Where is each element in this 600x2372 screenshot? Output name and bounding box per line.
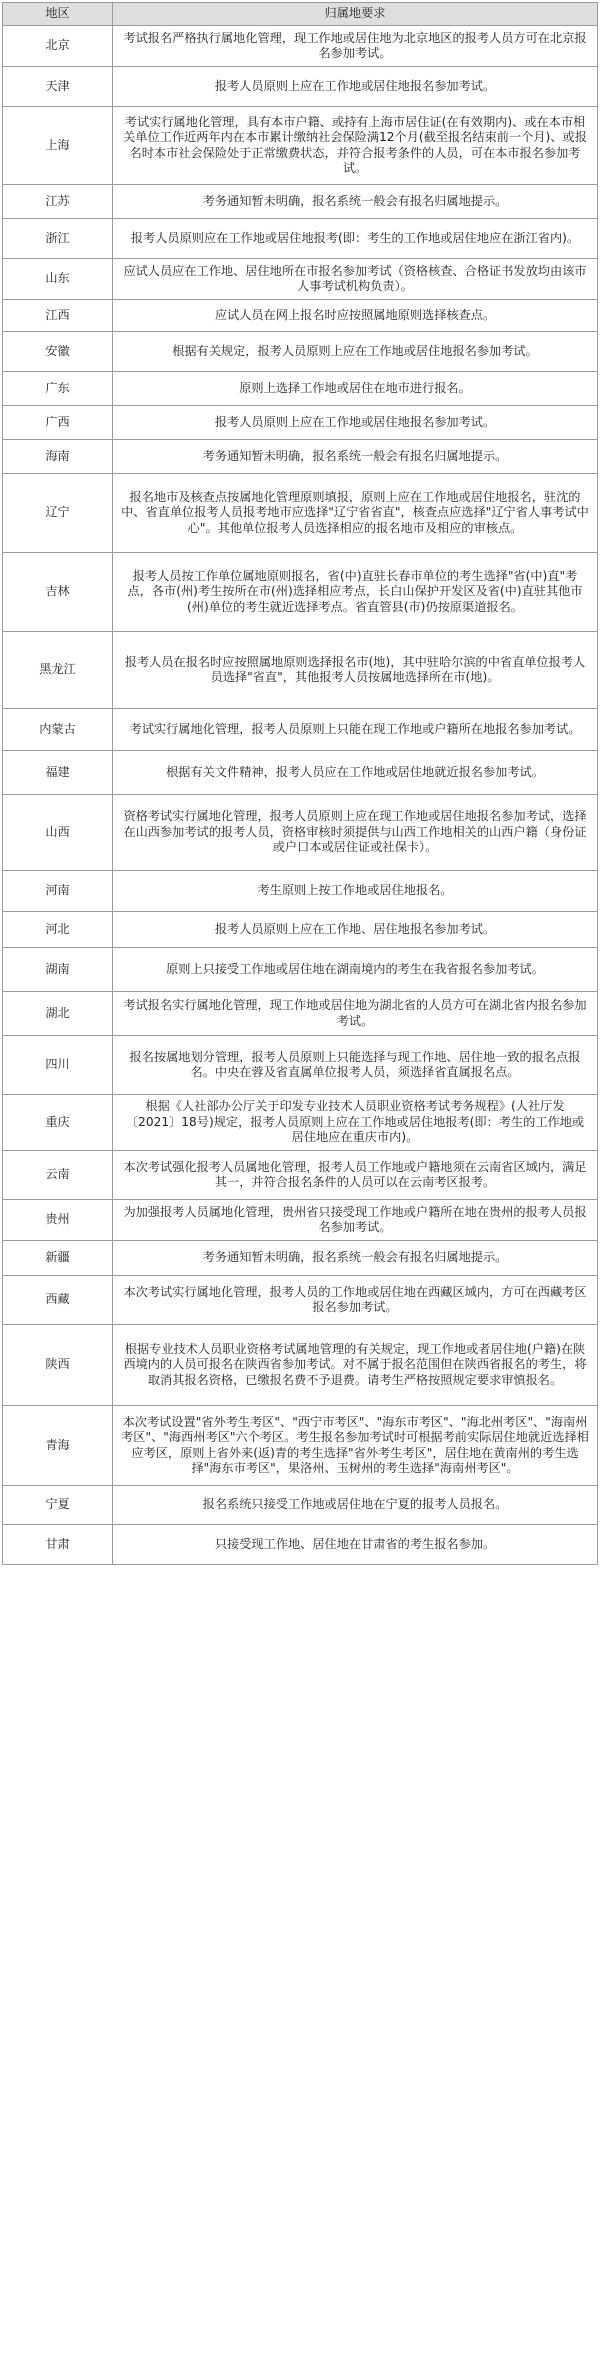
requirement-cell: 本次考试实行属地化管理，报考人员的工作地或居住地在西藏区域内，方可在西藏考区报名参加考试。 <box>113 1276 598 1325</box>
region-cell: 福建 <box>3 751 113 795</box>
region-cell: 海南 <box>3 440 113 474</box>
table-row <box>3 1325 598 1406</box>
requirement-cell: 考试报名严格执行属地化管理，现工作地或居住地为北京地区的报考人员方可在北京报名参加考试。 <box>113 26 598 67</box>
requirement-cell: 本次考试设置"省外考生考区"、"西宁市考区"、"海东市考区"、"海北州考区"、"海南州考区"、"海西州考区"六个考区。考生报名参加考试时可根据考前实际居住地就近选择相应考区，原则上省外来(返)青的考生选择"省外考生考区"，居住地在黄南州的考生选择"海东市考区"，果洛州、玉树州的考生选择"海南州考区"。 <box>113 1406 598 1486</box>
table-row <box>3 871 598 912</box>
table-row <box>3 992 598 1036</box>
region-cell: 天津 <box>3 67 113 107</box>
region-cell: 青海 <box>3 1406 113 1486</box>
table-row <box>3 219 598 259</box>
table-row <box>3 1276 598 1325</box>
requirement-cell: 报考人员在报名时应按照属地原则选择报名市(地)，其中驻哈尔滨的中省直单位报考人员选择"省直"，其他报考人员按属地选择所在市(地)。 <box>113 632 598 709</box>
region-cell: 广西 <box>3 406 113 440</box>
requirement-cell: 只接受现工作地、居住地在甘肃省的考生报名参加。 <box>113 1525 598 1565</box>
table-row <box>3 26 598 67</box>
table-row <box>3 1151 598 1200</box>
region-cell: 湖北 <box>3 992 113 1036</box>
region-cell: 云南 <box>3 1151 113 1200</box>
requirement-cell: 报考人员原则应在工作地或居住地报考(即：考生的工作地或居住地应在浙江省内)。 <box>113 219 598 259</box>
table-row <box>3 107 598 185</box>
requirement-cell: 报考人员原则上应在工作地、居住地报名参加考试。 <box>113 912 598 948</box>
region-cell: 江苏 <box>3 185 113 219</box>
region-cell: 上海 <box>3 107 113 185</box>
table-row <box>3 474 598 553</box>
table-row <box>3 300 598 332</box>
requirement-cell: 根据《人社部办公厅关于印发专业技术人员职业资格考试考务规程》(人社厅发〔2021〕18号)规定，报考人员原则上应在工作地或居住地报考(即：考生的工作地或居住地应在重庆市内)。 <box>113 1095 598 1151</box>
table-row <box>3 259 598 300</box>
region-cell: 黑龙江 <box>3 632 113 709</box>
region-cell: 山东 <box>3 259 113 300</box>
requirement-cell: 原则上只接受工作地或居住地在湖南境内的考生在我省报名参加考试。 <box>113 948 598 992</box>
table-row <box>3 795 598 871</box>
table-row <box>3 372 598 406</box>
requirement-cell: 本次考试强化报考人员属地化管理，报考人员工作地或户籍地须在云南省区域内，满足其一，并符合报名条件的人员可以在云南考区报考。 <box>113 1151 598 1200</box>
table-row <box>3 1525 598 1565</box>
region-cell: 浙江 <box>3 219 113 259</box>
table-row <box>3 632 598 709</box>
table-row <box>3 709 598 751</box>
requirement-cell: 根据专业技术人员职业资格考试属地管理的有关规定，现工作地或者居住地(户籍)在陕西境内的人员可报名在陕西省参加考试。对不属于报名范围但在陕西省报名的考生，将取消其报名资格，已缴报名费不予退费。请考生严格按照规定要求审慎报名。 <box>113 1325 598 1406</box>
region-cell: 河南 <box>3 871 113 912</box>
requirement-cell: 考试实行属地化管理，具有本市户籍、或持有上海市居住证(在有效期内)、或在本市相关单位工作近两年内在本市累计缴纳社会保险满12个月(截至报名结束前一个月)、或报名时本市社会保险处于正常缴费状态，并符合报考条件的人员，可在本市报名参加考试。 <box>113 107 598 185</box>
requirement-cell: 应试人员在网上报名时应按照属地原则选择核查点。 <box>113 300 598 332</box>
region-cell: 辽宁 <box>3 474 113 553</box>
region-cell: 宁夏 <box>3 1486 113 1525</box>
region-cell: 北京 <box>3 26 113 67</box>
region-cell: 广东 <box>3 372 113 406</box>
column-header-requirement: 归属地要求 <box>113 3 598 26</box>
requirement-cell: 考务通知暂未明确，报名系统一般会有报名归属地提示。 <box>113 1241 598 1276</box>
table-row <box>3 185 598 219</box>
region-requirements-table <box>2 2 598 1565</box>
requirement-cell: 应试人员应在工作地、居住地所在市报名参加考试（资格核查、合格证书发放均由该市人事考试机构负责）。 <box>113 259 598 300</box>
requirement-cell: 为加强报考人员属地化管理，贵州省只接受现工作地或户籍所在地在贵州的报考人员报名参加考试。 <box>113 1200 598 1241</box>
requirement-cell: 考务通知暂未明确，报名系统一般会有报名归属地提示。 <box>113 440 598 474</box>
region-cell: 内蒙古 <box>3 709 113 751</box>
region-cell: 安徽 <box>3 332 113 372</box>
region-cell: 重庆 <box>3 1095 113 1151</box>
table-row <box>3 1406 598 1486</box>
requirement-cell: 报名系统只接受工作地或居住地在宁夏的报考人员报名。 <box>113 1486 598 1525</box>
region-cell: 四川 <box>3 1036 113 1095</box>
region-cell: 吉林 <box>3 553 113 632</box>
table-row <box>3 1486 598 1525</box>
table-row <box>3 406 598 440</box>
region-cell: 湖南 <box>3 948 113 992</box>
table-row <box>3 440 598 474</box>
requirement-cell: 报考人员原则上应在工作地或居住地报名参加考试。 <box>113 406 598 440</box>
region-cell: 陕西 <box>3 1325 113 1406</box>
requirement-cell: 报考人员按工作单位属地原则报名，省(中)直驻长春市单位的考生选择"省(中)直"考点，各市(州)考生按所在市(州)选择相应考点，长白山保护开发区及省(中)直驻其他市(州)单位的考生就近选择考点。省直管县(市)仍按原渠道报名。 <box>113 553 598 632</box>
requirement-cell: 考试实行属地化管理，报考人员原则上只能在现工作地或户籍所在地报名参加考试。 <box>113 709 598 751</box>
region-cell: 贵州 <box>3 1200 113 1241</box>
table-row <box>3 1241 598 1276</box>
requirement-cell: 考务通知暂未明确，报名系统一般会有报名归属地提示。 <box>113 185 598 219</box>
region-cell: 山西 <box>3 795 113 871</box>
requirement-cell: 资格考试实行属地化管理，报考人员原则上应在现工作地或居住地报名参加考试，选择在山西参加考试的报考人员，资格审核时须提供与山西工作地相关的山西户籍（身份证或户口本或居住证或社保卡）。 <box>113 795 598 871</box>
table-row <box>3 332 598 372</box>
region-cell: 甘肃 <box>3 1525 113 1565</box>
requirement-cell: 报考人员原则上应在工作地或居住地报名参加考试。 <box>113 67 598 107</box>
requirement-cell: 报名地市及核查点按属地化管理原则填报，原则上应在工作地或居住地报名，驻沈的中、省直单位报考人员报考地市应选择"辽宁省省直"，核查点应选择"辽宁省人事考试中心"。其他单位报考人员选择相应的报名地市及相应的审核点。 <box>113 474 598 553</box>
table-row <box>3 948 598 992</box>
requirement-cell: 根据有关规定，报考人员原则上应在工作地或居住地报名参加考试。 <box>113 332 598 372</box>
requirement-cell: 根据有关文件精神，报考人员应在工作地或居住地就近报名参加考试。 <box>113 751 598 795</box>
table-row <box>3 553 598 632</box>
region-cell: 西藏 <box>3 1276 113 1325</box>
requirement-cell: 原则上选择工作地或居住在地市进行报名。 <box>113 372 598 406</box>
table-row <box>3 1095 598 1151</box>
region-cell: 新疆 <box>3 1241 113 1276</box>
table-row <box>3 751 598 795</box>
requirement-cell: 报名按属地划分管理，报考人员原则上只能选择与现工作地、居住地一致的报名点报名。中央在蓉及省直属单位报考人员，须选择省直属报名点。 <box>113 1036 598 1095</box>
region-cell: 江西 <box>3 300 113 332</box>
requirement-cell: 考试报名实行属地化管理，现工作地或居住地为湖北省的人员方可在湖北省内报名参加考试。 <box>113 992 598 1036</box>
table-row <box>3 1036 598 1095</box>
column-header-region: 地区 <box>3 3 113 26</box>
requirement-cell: 考生原则上按工作地或居住地报名。 <box>113 871 598 912</box>
region-cell: 河北 <box>3 912 113 948</box>
table-row <box>3 1200 598 1241</box>
table-header-row <box>3 3 598 26</box>
table-row <box>3 67 598 107</box>
table-body <box>3 26 598 1565</box>
table-row <box>3 912 598 948</box>
